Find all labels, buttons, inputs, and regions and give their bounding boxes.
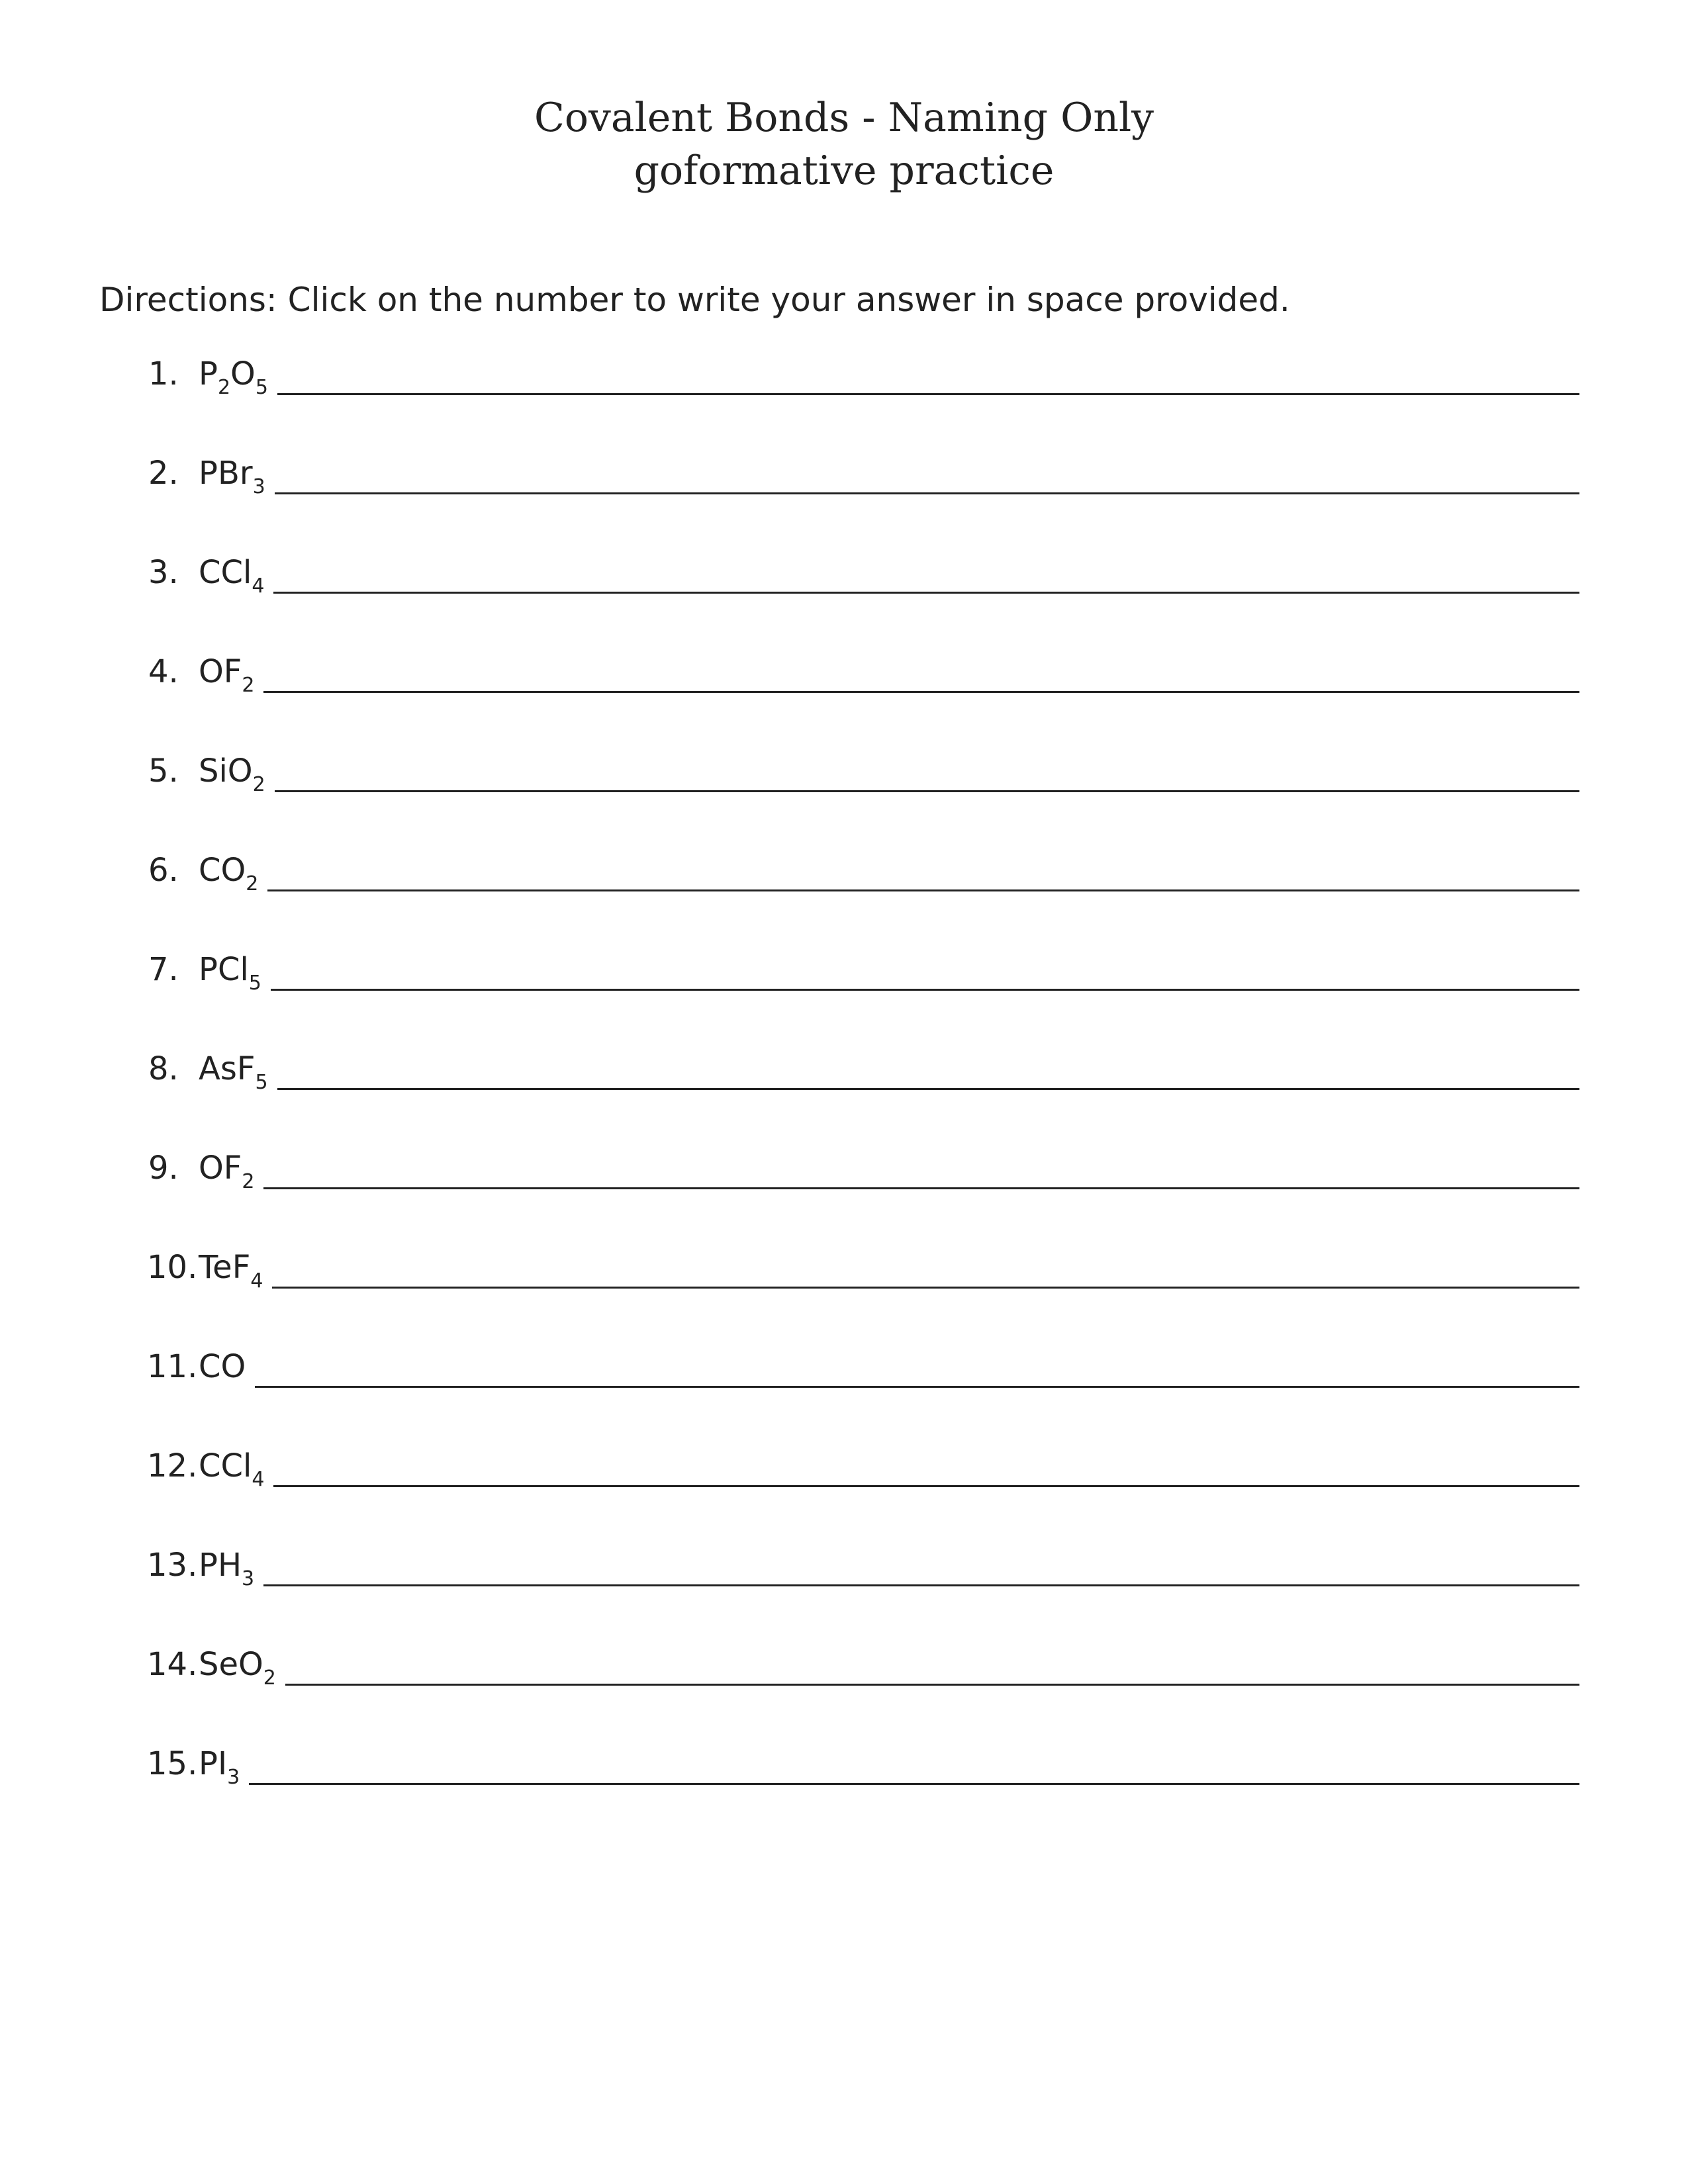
formula-text: CO [199, 1348, 246, 1385]
chemical-formula [199, 852, 259, 895]
formula-subscript: 5 [255, 376, 268, 399]
formula-subscript: 5 [248, 972, 261, 995]
formula-text: SeO [199, 1646, 263, 1683]
answer-line[interactable] [263, 1187, 1579, 1189]
formula-text: TeF [199, 1249, 251, 1286]
page-subtitle: goformative practice [633, 148, 1055, 194]
formula-text: AsF [199, 1050, 256, 1087]
question-row [0, 1439, 1688, 1492]
formula-subscript: 4 [252, 574, 265, 598]
question-row [0, 447, 1688, 500]
answer-line[interactable] [273, 592, 1579, 594]
question-number[interactable]: 13. [147, 1547, 198, 1584]
answer-line[interactable] [272, 1287, 1579, 1289]
question-row [0, 1539, 1688, 1592]
chemical-formula [199, 1249, 263, 1293]
formula-subscript: 2 [242, 1170, 255, 1193]
question-number[interactable]: 9. [148, 1150, 179, 1187]
directions-text: Directions: Click on the number to write your answer in space provided. [99, 281, 1290, 319]
answer-line[interactable] [263, 1584, 1579, 1586]
chemical-formula [199, 1150, 255, 1193]
answer-line[interactable] [277, 393, 1579, 395]
answer-line[interactable] [255, 1386, 1579, 1388]
formula-text: CCl [199, 554, 252, 591]
formula-text: PBr [199, 455, 253, 492]
question-number[interactable]: 4. [148, 653, 179, 690]
formula-text: SiO [199, 752, 253, 790]
answer-line[interactable] [267, 889, 1579, 891]
answer-line[interactable] [271, 989, 1579, 991]
formula-subscript: 4 [252, 1468, 265, 1491]
formula-subscript: 3 [252, 475, 265, 498]
question-number[interactable]: 10. [147, 1249, 198, 1286]
answer-line[interactable] [275, 492, 1579, 494]
question-row [0, 645, 1688, 698]
formula-text: PCl [199, 951, 249, 988]
answer-line[interactable] [263, 691, 1579, 693]
question-number[interactable]: 14. [147, 1646, 198, 1683]
question-row [0, 1737, 1688, 1790]
question-number[interactable]: 2. [148, 455, 179, 492]
page-title: Covalent Bonds - Naming Only [534, 95, 1154, 141]
question-number[interactable]: 7. [148, 951, 179, 988]
answer-line[interactable] [285, 1684, 1579, 1686]
formula-subscript: 5 [255, 1071, 268, 1094]
question-row [0, 943, 1688, 996]
question-number[interactable]: 5. [148, 752, 179, 790]
question-row [0, 745, 1688, 797]
question-number[interactable]: 12. [147, 1447, 198, 1484]
chemical-formula [199, 1547, 255, 1590]
formula-subscript: 3 [227, 1766, 240, 1789]
chemical-formula [199, 653, 255, 697]
chemical-formula [199, 1447, 265, 1491]
chemical-formula [199, 1646, 276, 1690]
question-row [0, 546, 1688, 599]
formula-subscript: 2 [263, 1666, 276, 1690]
answer-line[interactable] [277, 1088, 1579, 1090]
formula-text: OF [199, 653, 242, 690]
chemical-formula [199, 951, 261, 995]
chemical-formula [199, 1745, 240, 1789]
question-row [0, 1142, 1688, 1195]
formula-text: O [230, 355, 256, 392]
question-number[interactable]: 1. [148, 355, 179, 392]
question-number[interactable]: 6. [148, 852, 179, 889]
question-number[interactable]: 11. [147, 1348, 198, 1385]
formula-text: CO [199, 852, 246, 889]
formula-subscript: 2 [242, 674, 255, 697]
formula-subscript: 2 [217, 376, 231, 399]
formula-subscript: 3 [242, 1567, 255, 1590]
formula-text: PI [199, 1745, 228, 1782]
question-row [0, 1241, 1688, 1294]
question-row [0, 1042, 1688, 1095]
chemical-formula [199, 1050, 268, 1094]
chemical-formula [199, 455, 265, 498]
answer-line[interactable] [249, 1783, 1579, 1785]
formula-text: PH [199, 1547, 242, 1584]
formula-subscript: 2 [246, 872, 259, 895]
question-number[interactable]: 3. [148, 554, 179, 591]
question-row [0, 844, 1688, 897]
answer-line[interactable] [275, 790, 1579, 792]
question-number[interactable]: 8. [148, 1050, 179, 1087]
formula-text: OF [199, 1150, 242, 1187]
question-row [0, 1638, 1688, 1691]
chemical-formula [199, 554, 265, 598]
chemical-formula [199, 355, 268, 399]
question-row [0, 347, 1688, 400]
chemical-formula [199, 752, 265, 796]
formula-text: CCl [199, 1447, 252, 1484]
chemical-formula [199, 1348, 246, 1385]
formula-text: P [199, 355, 218, 392]
answer-line[interactable] [273, 1485, 1579, 1487]
question-number[interactable]: 15. [147, 1745, 198, 1782]
formula-subscript: 2 [252, 773, 265, 796]
formula-subscript: 4 [250, 1269, 263, 1293]
question-row [0, 1340, 1688, 1393]
